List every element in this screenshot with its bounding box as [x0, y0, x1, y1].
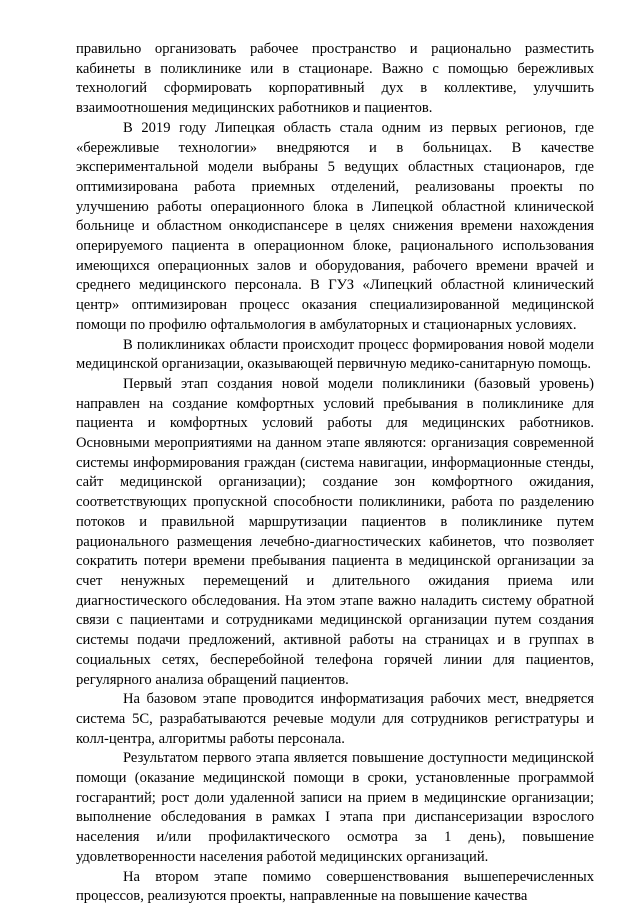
paragraph-result: Результатом первого этапа является повышение доступности медицинской помощи (оказание медицинской помощи в сроки, установленные программой госгарантий; рост доли удаленной записи на прием в медицинские организации; выполнение обследования в рамках I этапа при диспансеризации взрослого населения и/или профилактического осмотра за 1 день), повышение удовлетворенности населения работой медицинских организаций.: [76, 750, 594, 865]
paragraph-first-stage: Первый этап создания новой модели поликлиники (базовый уровень) направлен на создание комфортных условий пребывания в поликлинике для пациента и комфортных условий работы для медицинских работников. Основными мероприятиями на данном этапе являются: организация современной системы информирования граждан (система навигации, информационные стенды, сайт медицинской организации); создание зон комфортного ожидания, соответствующих пропускной способности поликлиники, работа по разделению потоков и правильной маршрутизации пациентов в поликлинике путем рационального размещения лечебно-диагностических кабинетов, что позволяет сократить потери времени пребывания пациента в медицинской организации за счет ненужных перемещений и длительного ожидания приема или диагностического обследования. На этом этапе важно наладить систему обратной связи с пациентами и сотрудниками медицинской организации путем создания системы подачи предложений, активной работы на страницах и в группах в социальных сетях, бесперебойной телефона горячей линии для пациентов, регулярного анализа обращений пациентов.: [76, 375, 594, 688]
paragraph-continuation: правильно организовать рабочее пространство и рационально разместить кабинеты в поликлинике или в стационаре. Важно с помощью бережливых технологий сформировать корпоративный дух в коллективе, улучшить взаимоотношения медицинских работников и пациентов.: [76, 41, 594, 117]
paragraph-lipetsk-hospitals: В 2019 году Липецкая область стала одним из первых регионов, где «бережливые технологии» внедряются и в больницах. В качестве экспериментальной модели выбраны 5 ведущих областных стационаров, где оптимизирована работа приемных отделений, реализованы проекты по улучшению работы операционного блока в Липецкой областной клинической больнице и областном онкодиспансере в целях снижения времени нахождения оперируемого пациента в операционном блоке, рационального использования имеющихся операционных залов и оборудования, рабочего времени врачей и среднего медицинского персонала. В ГУЗ «Липецкий областной клинический центр» оптимизирован процесс оказания специализированной медицинской помощи по профилю офтальмология в амбулаторных и стационарных условиях.: [76, 119, 594, 333]
document-page: [76, 40, 594, 907]
paragraph-new-model: В поликлиниках области происходит процесс формирования новой модели медицинской организации, оказывающей первичную медико-санитарную помощь.: [76, 336, 594, 373]
paragraph-base-stage: На базовом этапе проводится информатизация рабочих мест, внедряется система 5С, разрабатываются речевые модули для сотрудников регистратуры и колл-центра, алгоритмы работы персонала.: [76, 691, 594, 747]
paragraph-second-stage: На втором этапе помимо совершенствования вышеперечисленных процессов, реализуются проекты, направленные на повышение качества: [76, 868, 594, 905]
